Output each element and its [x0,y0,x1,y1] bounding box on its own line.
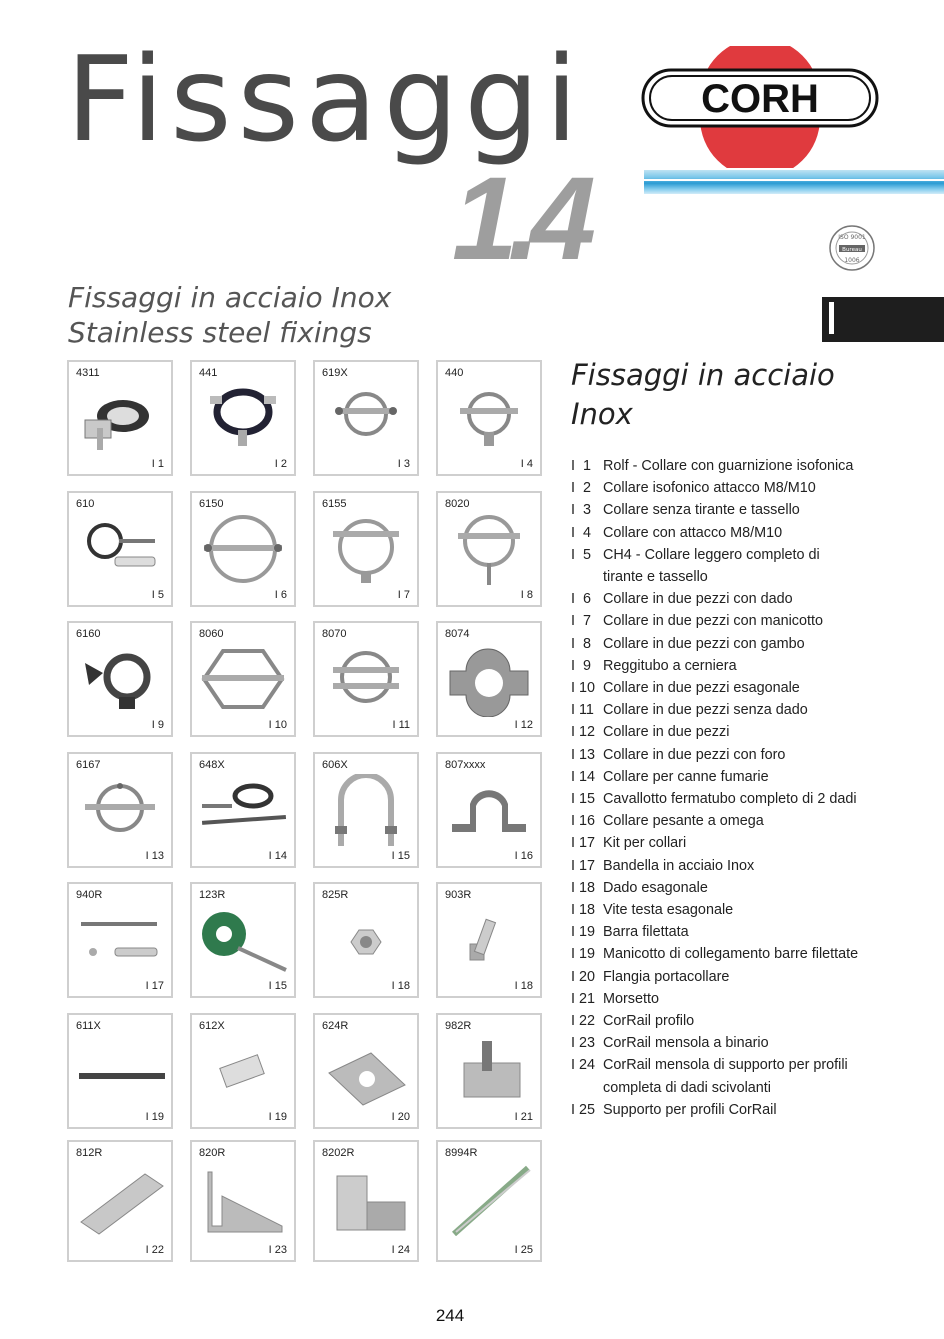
product-code: 648X [199,759,225,771]
product-ref: I 18 [514,980,533,992]
product-code: 6155 [322,498,347,510]
product-ref: I 1 [151,458,164,470]
product-code: 8074 [445,628,470,640]
product-card-8994R [436,1140,542,1262]
product-code: 825R [322,889,349,901]
product-card-123R [190,882,296,998]
list-item [571,1054,941,1098]
list-item [571,544,941,588]
svg-text:ISO 9001: ISO 9001 [838,234,866,241]
mounting-flange-icon [321,1035,411,1109]
product-card-619X [313,360,419,476]
corh-logo [640,46,880,168]
list-item [571,455,941,477]
list-item-ref: I 10 [571,680,596,697]
product-code: 812R [76,1147,103,1159]
product-code: 8202R [322,1147,355,1159]
product-list [571,455,941,1121]
list-item [571,877,941,899]
list-item-ref: I 9 [571,657,591,674]
product-code: 6160 [76,628,101,640]
list-item-text: Reggitubo a cerniera [603,657,737,674]
rail-bracket-icon [198,1162,288,1236]
product-card-612X [190,1013,296,1129]
product-code: 940R [76,889,103,901]
coupling-nut-icon [198,1035,288,1109]
list-item-text: Barra filettata [603,924,689,941]
product-code: 610 [76,498,95,510]
list-item-text: Collare in due pezzi esagonale [603,680,800,697]
profile-support-icon [444,1162,534,1236]
product-ref: I 5 [151,589,164,601]
product-code: 982R [445,1020,472,1032]
list-item [571,588,941,610]
list-item [571,766,941,788]
iso-certification-icon [828,224,876,272]
product-code: 6167 [76,759,101,771]
list-item-ref: I 15 [571,791,596,808]
list-item-ref: I 11 [571,702,594,719]
two-piece-clamp-rod-icon [444,513,534,587]
list-item-text: Collare in due pezzi con foro [603,746,786,763]
product-card-6160 [67,621,173,737]
hexagonal-clamp-icon [198,643,288,717]
product-ref: I 14 [268,850,287,862]
product-card-8060 [190,621,296,737]
product-code: 807xxxx [445,759,486,771]
flue-clamp-icon [198,774,288,848]
product-card-8020 [436,491,542,607]
list-item [571,677,941,699]
product-card-611X [67,1013,173,1129]
product-code: 619X [322,367,348,379]
product-code: 6150 [199,498,224,510]
list-item-ref: I 8 [571,635,591,652]
product-ref: I 10 [268,719,287,731]
brand-name: CORH [701,77,819,121]
list-item [571,477,941,499]
list-item-ref: I 5 [571,546,591,563]
list-item-ref: I 13 [571,746,596,763]
hex-nut-icon [321,904,411,978]
two-piece-clamp-icon [198,513,288,587]
product-card-441 [190,360,296,476]
product-ref: I 25 [514,1244,533,1256]
list-item [571,721,941,743]
product-ref: I 22 [145,1244,164,1256]
list-item-ref: I 19 [571,924,596,941]
list-item-ref: I 17 [571,857,596,874]
list-item [571,1010,941,1032]
list-item [571,943,941,965]
product-code: 624R [322,1020,349,1032]
list-item-ref: I 25 [571,1101,596,1118]
product-ref: I 16 [514,850,533,862]
product-card-6155 [313,491,419,607]
hex-screw-icon [444,904,534,978]
list-item-text: Collare in due pezzi [603,724,730,741]
product-card-8074 [436,621,542,737]
product-ref: I 12 [514,719,533,731]
two-piece-clamp-socket-icon [321,513,411,587]
product-ref: I 6 [274,589,287,601]
page-number: 244 [435,1306,465,1325]
list-item-ref: I 21 [571,990,596,1007]
product-card-440 [436,360,542,476]
svg-text:1006: 1006 [844,257,860,264]
list-item-text: CorRail profilo [603,1013,695,1030]
product-ref: I 20 [391,1111,410,1123]
product-ref: I 7 [397,589,410,601]
product-card-6167 [67,752,173,868]
list-item-text: Collare in due pezzi senza dado [603,702,808,719]
list-item [571,655,941,677]
product-card-624R [313,1013,419,1129]
product-ref: I 2 [274,458,287,470]
list-item [571,633,941,655]
list-item-text: Collare per canne fumarie [603,768,769,785]
list-item-ref: I 24 [571,1057,596,1074]
page-title: Fissaggi [66,30,584,168]
product-code: 606X [322,759,348,771]
product-card-8070 [313,621,419,737]
product-card-903R [436,882,542,998]
banding-roll-icon [198,904,288,978]
list-item-text: CorRail mensola di supporto per profili completa di dadi scivolanti [603,1057,848,1096]
product-ref: I 19 [268,1111,287,1123]
chapter-tab [822,297,944,342]
u-bolt-icon [321,774,411,848]
list-item [571,788,941,810]
product-ref: I 18 [391,980,410,992]
svg-text:Bureau: Bureau [842,247,862,253]
list-item-ref: I 1 [571,458,591,474]
chapter-tab-marker [829,302,834,334]
list-item [571,522,941,544]
subtitle [68,280,391,350]
list-item-ref: I 23 [571,1035,596,1052]
product-card-606X [313,752,419,868]
stripe-gap [644,179,944,181]
list-item-text: CH4 - Collare leggero completo di tirante e tassello [603,546,820,586]
clamp-no-nut-icon [321,643,411,717]
omega-clamp-icon [444,774,534,848]
list-item-text: CorRail mensola a binario [603,1035,769,1052]
list-item-ref: I 18 [571,902,596,919]
list-item-ref: I 3 [571,502,591,519]
clamp-with-boss-icon [444,382,534,456]
product-card-648X [190,752,296,868]
product-code: 8020 [445,498,470,510]
lined-clamp-m8-icon [198,382,288,456]
two-piece-collar-icon [444,643,534,717]
product-card-610 [67,491,173,607]
list-item-ref: I 19 [571,946,596,963]
product-code: 903R [445,889,472,901]
list-item [571,699,941,721]
product-card-4311 [67,360,173,476]
list-item-ref: I 7 [571,613,591,630]
hinged-clamp-icon [75,643,165,717]
product-ref: I 3 [397,458,410,470]
list-item-text: Collare pesante a omega [603,813,764,830]
threaded-rod-icon [75,1035,165,1109]
list-item-text: Morsetto [603,990,659,1007]
list-item [571,744,941,766]
list-item [571,921,941,943]
list-item-text: Collare con attacco M8/M10 [603,524,783,541]
beam-clamp-icon [444,1035,534,1109]
collar-kit-icon [75,904,165,978]
list-item-ref: I 22 [571,1013,596,1030]
section-title: Fissaggi in acciaio Inox [571,358,835,431]
list-item [571,610,941,632]
product-card-807xxxx [436,752,542,868]
list-item-text: Cavallotto fermatubo completo di 2 dadi [603,791,857,808]
product-code: 8070 [322,628,347,640]
list-item [571,1032,941,1054]
light-clamp-kit-icon [75,513,165,587]
clamp-with-hole-icon [75,774,165,848]
product-card-982R [436,1013,542,1129]
blue-stripe [644,170,944,194]
list-item [571,988,941,1010]
list-item-text: Flangia portacollare [603,968,730,985]
product-code: 8060 [199,628,224,640]
product-code: 123R [199,889,226,901]
list-item-text: Collare in due pezzi con manicotto [603,613,823,630]
product-card-812R [67,1140,173,1262]
product-code: 441 [199,367,218,379]
list-item-ref: I 4 [571,524,591,541]
product-card-820R [190,1140,296,1262]
list-item-ref: I 2 [571,480,591,497]
list-item-ref: I 14 [571,768,596,785]
product-ref: I 17 [145,980,164,992]
product-card-6150 [190,491,296,607]
list-item [571,1099,941,1121]
product-code: 820R [199,1147,226,1159]
list-item-text: Kit per collari [603,835,687,852]
list-item [571,832,941,854]
product-card-8202R [313,1140,419,1262]
product-code: 611X [76,1020,101,1032]
list-item [571,810,941,832]
chapter-number: 1.4 [452,153,587,285]
product-code: 4311 [76,367,100,379]
product-card-825R [313,882,419,998]
product-ref: I 24 [391,1244,410,1256]
product-ref: I 23 [268,1244,287,1256]
product-ref: I 19 [145,1111,164,1123]
product-ref: I 11 [392,719,410,731]
list-item-ref: I 18 [571,879,596,896]
support-bracket-icon [321,1162,411,1236]
corrail-profile-icon [75,1162,165,1236]
list-item-text: Bandella in acciaio Inox [603,857,755,874]
list-item-ref: I 16 [571,813,596,830]
list-item-text: Manicotto di collegamento barre filettate [603,946,859,963]
product-ref: I 4 [520,458,533,470]
subtitle-it: Fissaggi in acciaio Inox [68,281,392,314]
product-code: 612X [199,1020,225,1032]
product-code: 440 [445,367,464,379]
list-item-ref: I 6 [571,591,591,608]
list-item-text: Vite testa esagonale [603,902,734,919]
list-item-text: Collare isofonico attacco M8/M10 [603,480,816,497]
subtitle-en: Stainless steel fixings [68,316,372,349]
product-ref: I 8 [520,589,533,601]
list-item-ref: I 20 [571,968,596,985]
list-item-text: Collare in due pezzi con gambo [603,635,805,652]
list-item-text: Dado esagonale [603,879,708,896]
product-ref: I 13 [145,850,164,862]
list-item [571,499,941,521]
list-item-ref: I 12 [571,724,596,741]
list-item-ref: I 17 [571,835,596,852]
list-item-text: Collare in due pezzi con dado [603,591,793,608]
product-code: 8994R [445,1147,478,1159]
rubber-lined-clamp-icon [75,382,165,456]
product-card-940R [67,882,173,998]
product-ref: I 9 [151,719,164,731]
list-item-text: Supporto per profili CorRail [603,1101,777,1118]
product-ref: I 21 [514,1111,533,1123]
product-ref: I 15 [391,850,410,862]
list-item [571,966,941,988]
list-item [571,855,941,877]
list-item [571,899,941,921]
list-item-text: Rolf - Collare con guarnizione isofonica [603,458,854,474]
pipe-clamp-icon [321,382,411,456]
list-item-text: Collare senza tirante e tassello [603,502,800,519]
product-ref: I 15 [268,980,287,992]
